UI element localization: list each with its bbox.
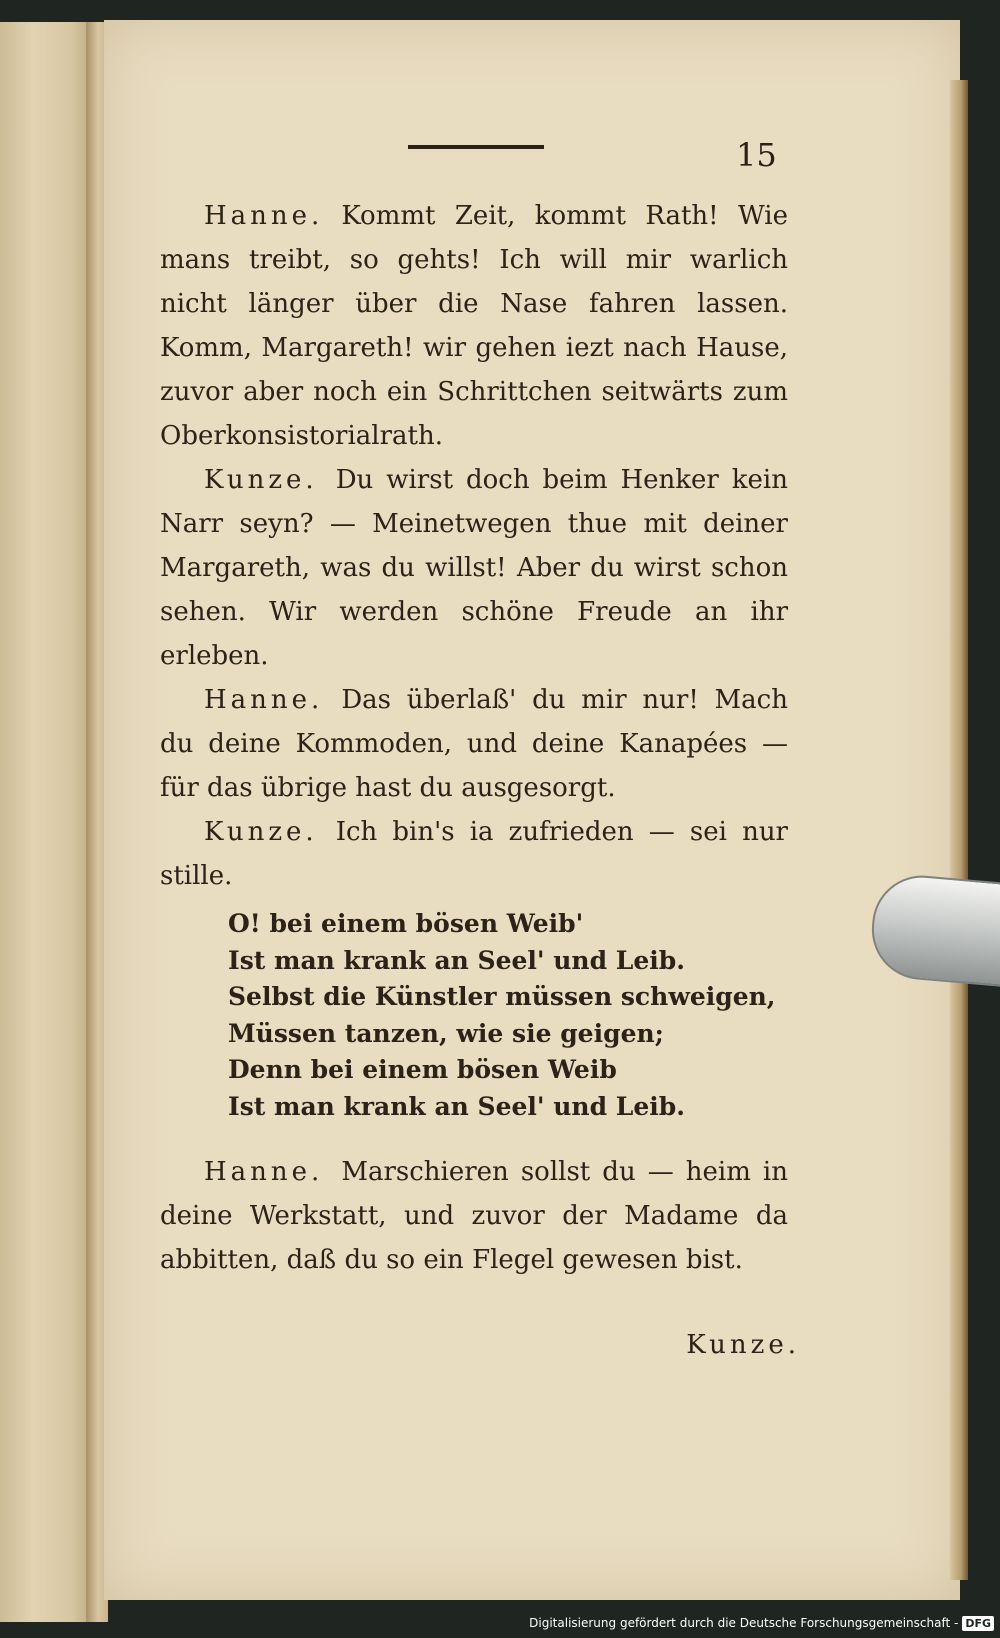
speaker-name: Kunze.: [204, 465, 318, 495]
speaker-name: Hanne.: [204, 201, 324, 231]
verse-line: O! bei einem bösen Weib': [228, 909, 584, 938]
footer-text: Digitalisierung gefördert durch die Deutsche Forschungsgemeinschaft -: [529, 1616, 959, 1630]
speech-hanne-1: [160, 194, 788, 458]
dialogue-block-2: [160, 1150, 788, 1282]
speaker-name: Kunze.: [204, 817, 318, 847]
speech-text: Kommt Zeit, kommt Rath! Wie mans treibt, so gehts! Ich will mir warlich nicht länger über die Nase fahren lassen. Komm, Margareth! wir gehen iezt nach Hause, zuvor aber noch ein Schrittchen seitwärts zum Oberkonsistorialrath.: [160, 201, 788, 451]
header-rule: [408, 145, 544, 149]
speech-kunze-2: [160, 810, 788, 898]
verse-line: Denn bei einem bösen Weib: [228, 1055, 617, 1084]
speech-hanne-2: [160, 678, 788, 810]
speaker-name: Hanne.: [204, 1157, 324, 1187]
song-verse: [228, 906, 776, 1125]
speech-kunze-1: [160, 458, 788, 678]
speech-text: Marschieren sollst du — heim in deine Werkstatt, und zuvor der Madame da abbitten, daß du so ein Flegel gewesen bist.: [160, 1157, 788, 1275]
verse-line: Müssen tanzen, wie sie geigen;: [228, 1018, 664, 1048]
catchword: Kunze.: [686, 1330, 800, 1360]
verse-line: Selbst die Künstler müssen schweigen,: [228, 982, 776, 1011]
speaker-name: Hanne.: [204, 685, 324, 715]
left-page-margin: [0, 22, 96, 1622]
dialogue-block-1: [160, 194, 788, 898]
speech-text: Das überlaß' du mir nur! Mach du deine Kommoden, und deine Kanapées — für das übrige hast du ausgesorgt.: [160, 685, 788, 803]
speech-text: Du wirst doch beim Henker kein Narr seyn? — Meinetwegen thue mit deiner Margareth, was du willst! Aber du wirst schon sehen. Wir werden schöne Freude an ihr erleben.: [160, 465, 788, 671]
page-edge: [950, 80, 968, 1580]
speech-hanne-3: [160, 1150, 788, 1282]
digitization-footer: [529, 1612, 994, 1634]
verse-line: Ist man krank an Seel' und Leib.: [228, 1091, 685, 1121]
speech-text: Ich bin's ia zufrieden — sei nur stille.: [160, 817, 788, 891]
page-number: 15: [736, 136, 777, 174]
dfg-logo: DFG: [962, 1616, 994, 1631]
verse-line: Ist man krank an Seel' und Leib.: [228, 945, 685, 975]
